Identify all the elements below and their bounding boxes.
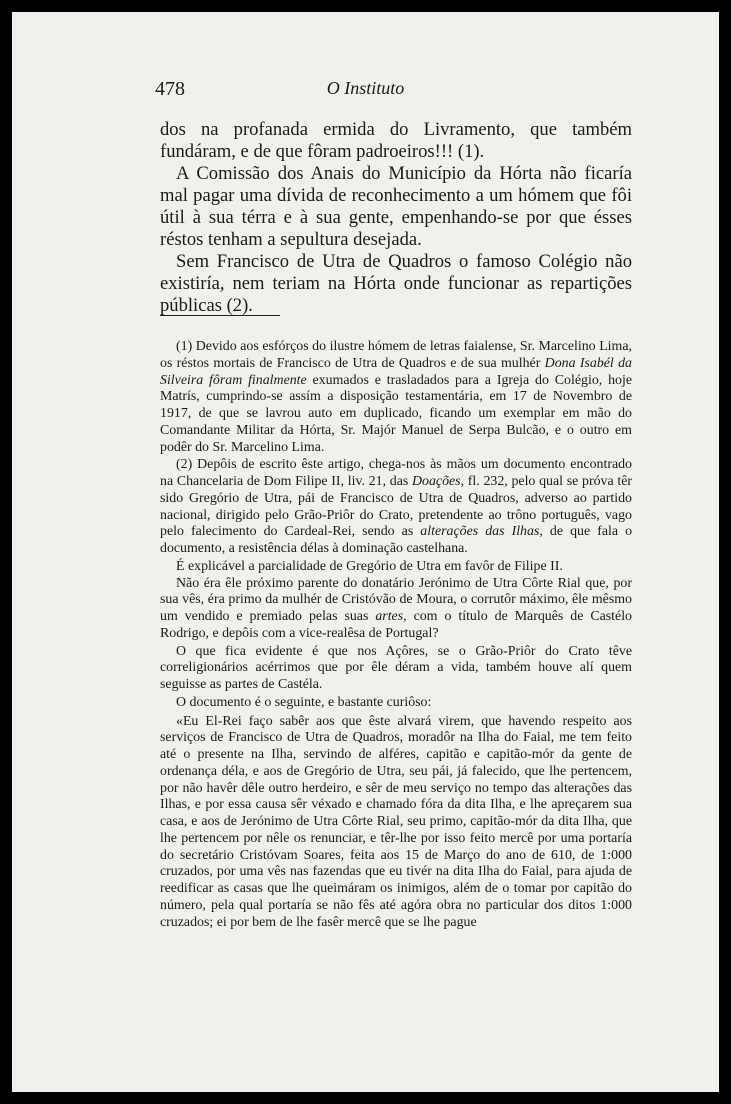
footnote-paragraph: Não éra êle próximo parente do donatário Jerónimo de Utra Côrte Rial que, por sua vês, éra primo da mulhér de Cristóvão de Moura, o corrutôr máximo, êle mêsmo um vendido e premiado pelas suas artes, com o título de Marquês de Castélo Rodrigo, e depôis com a vice-realêsa de Portugal? bbox=[160, 575, 632, 641]
paragraph: Sem Francisco de Utra de Quadros o famoso Colégio não existiría, nem teriam na Hórta onde funcionar as repartições públicas (2). bbox=[160, 251, 632, 316]
paragraph: A Comissão dos Anais do Município da Hórta não ficaría mal pagar uma dívida de reconhecimento a um hómem que fôi útil à sua térra e à sua gente, empenhando-se por que ésses réstos tenham a sepultura desejada. bbox=[160, 163, 632, 250]
page-header bbox=[12, 76, 719, 106]
footnote-1: (1) Devido aos esfórços do ilustre hómem de letras faialense, Sr. Marcelino Lima, os réstos mortais de Francisco de Utra de Quadros e de sua mulhér Dona Isabél da Silveira fôram finalmente exumados e trasladados para a Igreja do Colégio, hoje Matrís, cumprindo-se assím a disposição testamentária, em 17 de Novembro de 1917, de que se lavrou auto em duplicado, ficando um exemplar em mão do Comandante Militar da Hórta, Sr. Majór Manuel de Serpa Bulcão, e o outro em podêr do Sr. Marcelino Lima. bbox=[160, 339, 632, 455]
book-page bbox=[12, 12, 719, 1092]
footnotes bbox=[160, 339, 632, 931]
quoted-document: «Eu El-Rei faço sabêr aos que êste alvará virem, que havendo respeito aos serviços de Francisco de Utra de Quadros, moradôr na Ilha do Faial, me tem feito até o presente na Ilha, servindo de alféres, capitão e capitão-mór da gente de ordenança déla, e aos de Gregório de Utra, seu pái, já falecido, que lhe pertencem, por não havêr dêle outro herdeiro, e sêr de meu serviço no tempo das alterações das Ilhas, e por essa causa sêr véxado e chamado fóra da dita Ilha, e lhe apreçarem sua casa, e aos de Jerónimo de Utra Côrte Rial, seu primo, capitão-mór da dita Ilha, que lhe pertencem por nêle os renunciar, e têr-lhe por isso feito mercê por uma portaría do secretário Cristóvam Soares, feita aos 15 de Março do ano de 610, de 1:000 cruzados, por uma vês nas fazendas que eu tivér na dita Ilha do Faial, para ajuda de reedificar as casas que lhe queimáram os inimigos, além de o tomar por capitão do número, pela qual portaría se não fês até agóra obra no particular dos ditos 1:000 cruzados; ei por bem de lhe fasêr mercê que se lhe pague bbox=[160, 713, 632, 930]
main-text bbox=[160, 119, 632, 317]
footnote-2: (2) Depôis de escrito êste artigo, chega-nos às mãos um documento encontrado na Chancelaria de Dom Filipe II, liv. 21, das Doações, fl. 232, pelo qual se próva têr sido Gregório de Utra, pái de Francisco de Utra de Quadros, adverso ao partido nacional, dirigido pelo Grão-Priôr do Crato, pretendente ao trôno português, vago pelo falecimento do Cardeal-Rei, sendo as alterações das Ilhas, de que fala o documento, a resistência délas à dominação castelhana. bbox=[160, 457, 633, 556]
footnote-paragraph: É explicável a parcialidade de Gregório de Utra em favôr de Filipe II. bbox=[176, 558, 563, 574]
footnote-paragraph: O documento é o seguinte, e bastante curiôso: bbox=[176, 694, 432, 710]
page-number: 478 bbox=[155, 78, 185, 100]
running-title: O Instituto bbox=[326, 78, 405, 98]
footnote-divider bbox=[160, 315, 280, 316]
paragraph: dos na profanada ermida do Livramento, que também fundáram, e de que fôram padroeiros!!! (1). bbox=[160, 119, 632, 162]
footnote-paragraph: O que fica evidente é que nos Açôres, se o Grão-Priôr do Crato têve correligionários acérrimos que por êle déram a vida, também houve alí quem seguisse as partes de Castéla. bbox=[160, 643, 632, 692]
